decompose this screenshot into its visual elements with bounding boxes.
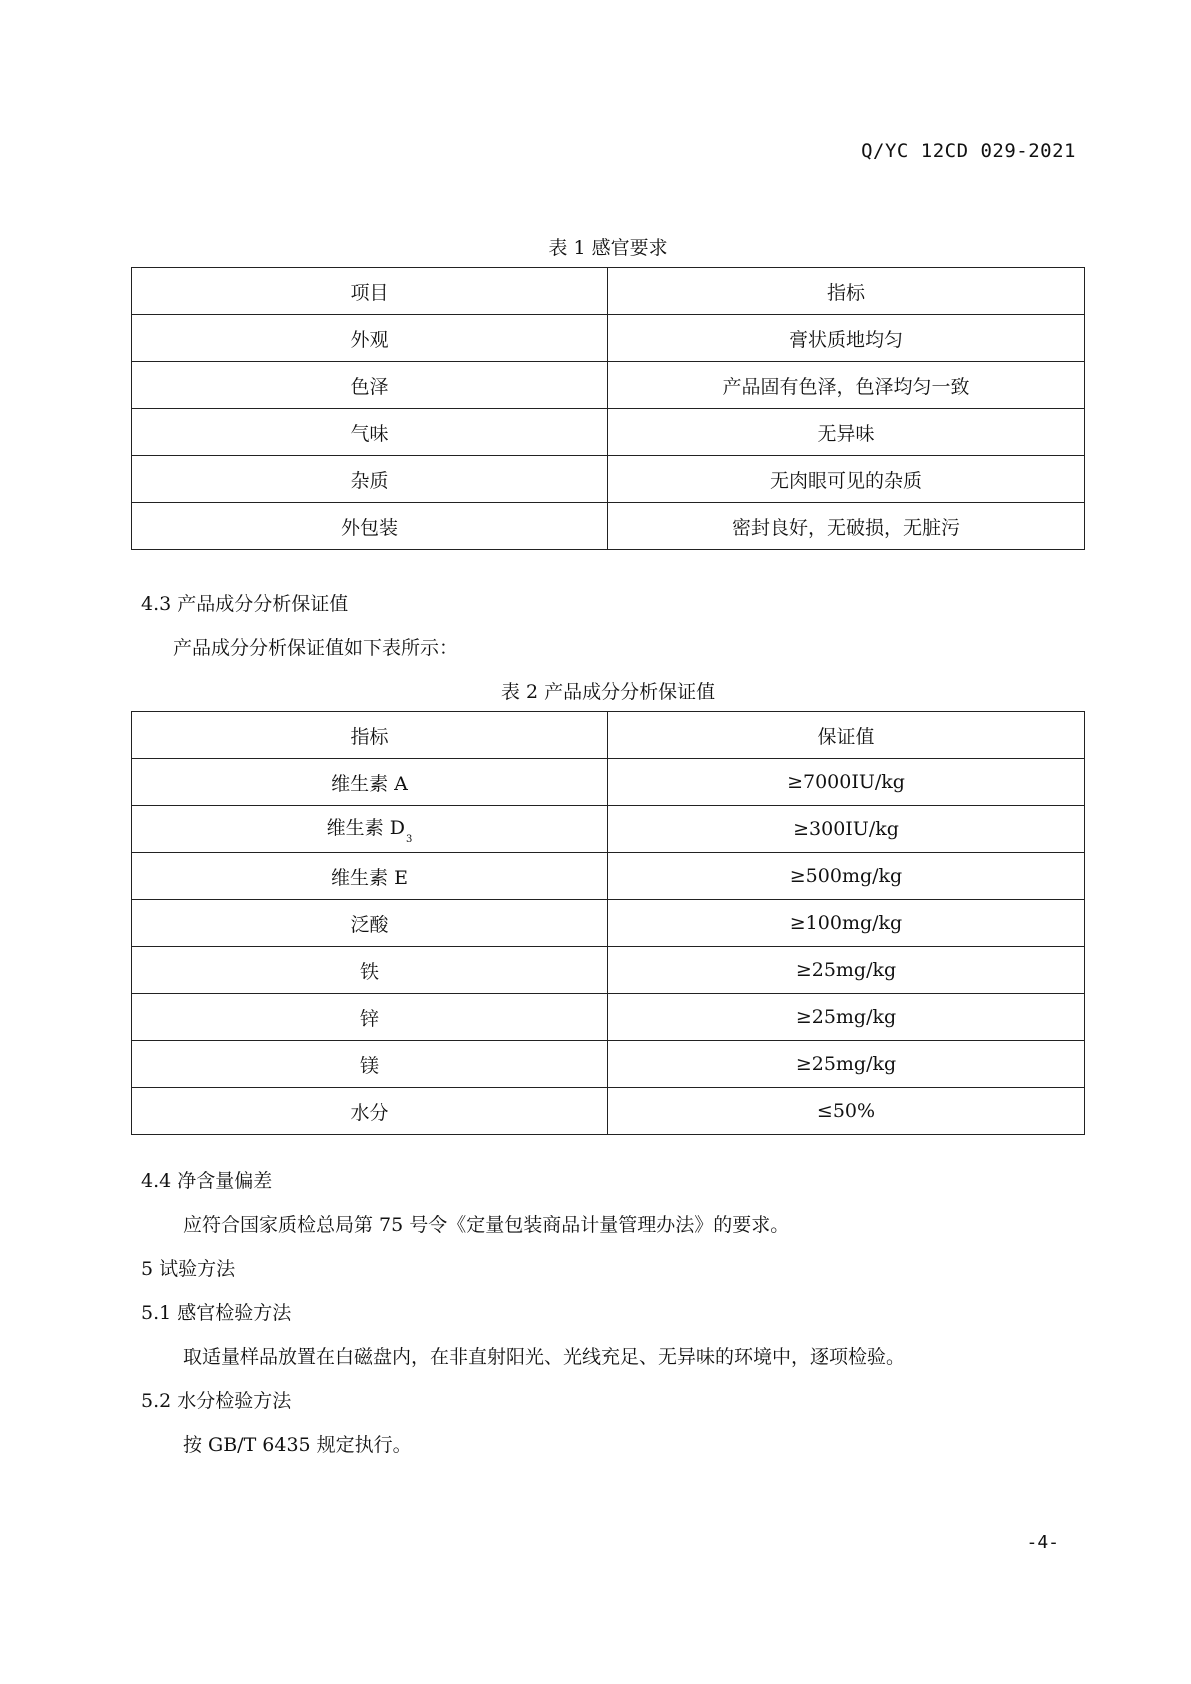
table-cell: ≤50% bbox=[608, 1088, 1085, 1135]
composition-guarantee-table bbox=[131, 711, 1085, 1135]
nutrient-name: 维生素 D bbox=[326, 817, 405, 839]
page-number: -4- bbox=[1026, 1532, 1059, 1553]
table-row bbox=[132, 1041, 1085, 1088]
table-row bbox=[132, 853, 1085, 900]
section-4-4-body: 应符合国家质检总局第 75 号令《定量包装商品计量管理办法》的要求。 bbox=[183, 1214, 790, 1236]
table-row bbox=[132, 994, 1085, 1041]
table-row bbox=[132, 1088, 1085, 1135]
section-5-2-heading: 5.2 水分检验方法 bbox=[141, 1390, 292, 1412]
table-cell: 密封良好，无破损，无脏污 bbox=[608, 503, 1085, 550]
table-cell: ≥25mg/kg bbox=[608, 994, 1085, 1041]
section-5-heading: 5 试验方法 bbox=[141, 1258, 236, 1280]
table-cell: ≥25mg/kg bbox=[608, 947, 1085, 994]
table-cell: 外包装 bbox=[132, 503, 608, 550]
section-5-1-body: 取适量样品放置在白磁盘内，在非直射阳光、光线充足、无异味的环境中，逐项检验。 bbox=[183, 1346, 906, 1368]
sensory-requirements-table bbox=[131, 267, 1085, 550]
table-cell: 泛酸 bbox=[132, 900, 608, 947]
table1-caption: 表 1 感官要求 bbox=[548, 237, 668, 259]
section-4-3-heading: 4.3 产品成分分析保证值 bbox=[141, 593, 349, 615]
table-header-row bbox=[132, 268, 1085, 315]
section-5-1-heading: 5.1 感官检验方法 bbox=[141, 1302, 292, 1324]
table-cell: ≥300IU/kg bbox=[608, 806, 1085, 853]
table-row bbox=[132, 900, 1085, 947]
document-code: Q/YC 12CD 029-2021 bbox=[861, 140, 1076, 162]
table-cell: 膏状质地均匀 bbox=[608, 315, 1085, 362]
table-header-cell: 指标 bbox=[132, 712, 608, 759]
section-4-4-heading: 4.4 净含量偏差 bbox=[141, 1170, 273, 1192]
table-cell: ≥500mg/kg bbox=[608, 853, 1085, 900]
table-cell: 维生素 E bbox=[132, 853, 608, 900]
table-cell: ≥25mg/kg bbox=[608, 1041, 1085, 1088]
table-row bbox=[132, 503, 1085, 550]
table2-caption: 表 2 产品成分分析保证值 bbox=[500, 681, 716, 703]
table-cell: ≥100mg/kg bbox=[608, 900, 1085, 947]
table-row bbox=[132, 362, 1085, 409]
table-row bbox=[132, 806, 1085, 853]
table-cell: 产品固有色泽，色泽均匀一致 bbox=[608, 362, 1085, 409]
table-header-cell: 指标 bbox=[608, 268, 1085, 315]
table-header-cell: 项目 bbox=[132, 268, 608, 315]
table-cell: 外观 bbox=[132, 315, 608, 362]
table-row bbox=[132, 315, 1085, 362]
table-cell: 杂质 bbox=[132, 456, 608, 503]
table-cell: ≥7000IU/kg bbox=[608, 759, 1085, 806]
table-cell: 色泽 bbox=[132, 362, 608, 409]
table-header-row bbox=[132, 712, 1085, 759]
section-5-2-body: 按 GB/T 6435 规定执行。 bbox=[183, 1434, 412, 1456]
table-cell: 水分 bbox=[132, 1088, 608, 1135]
table-cell: 气味 bbox=[132, 409, 608, 456]
table-row bbox=[132, 759, 1085, 806]
table-cell: 锌 bbox=[132, 994, 608, 1041]
table-row bbox=[132, 409, 1085, 456]
table-cell: 铁 bbox=[132, 947, 608, 994]
nutrient-subscript: 3 bbox=[405, 834, 413, 845]
table-header-cell: 保证值 bbox=[608, 712, 1085, 759]
table-row bbox=[132, 947, 1085, 994]
table-cell: 无异味 bbox=[608, 409, 1085, 456]
table-cell bbox=[132, 806, 608, 853]
table-cell: 镁 bbox=[132, 1041, 608, 1088]
table-cell: 无肉眼可见的杂质 bbox=[608, 456, 1085, 503]
table-row bbox=[132, 456, 1085, 503]
table-cell: 维生素 A bbox=[132, 759, 608, 806]
section-4-3-intro: 产品成分分析保证值如下表所示： bbox=[173, 637, 459, 659]
